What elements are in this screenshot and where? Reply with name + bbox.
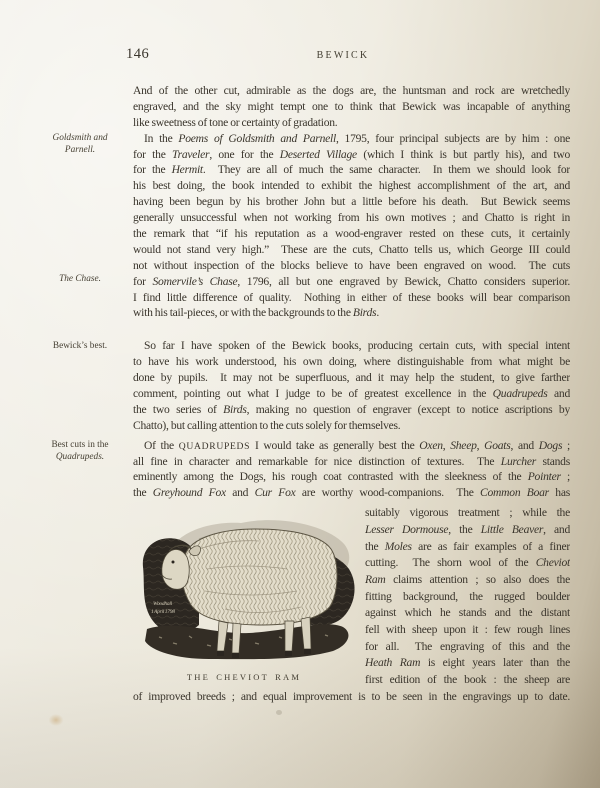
figure-caption: THE CHEVIOT RAM (186, 672, 302, 683)
text-line: for all. The engraving of this and the (365, 639, 570, 653)
margin-note-the-chase (28, 274, 132, 286)
sheep-eye (172, 561, 175, 564)
text-line: generally unsuccessful when not working from his own motives ; and Chatto is right in (133, 211, 570, 225)
text-line: for Somervile’s Chase, 1796, all but one engraved by Bewick, Chatto considers superior. (133, 274, 570, 288)
text-line: not without inspection of the blocks believe to have been engraved on wood. The cuts (133, 258, 570, 272)
wrapped-text-column (365, 505, 570, 689)
ground-shadow (145, 625, 348, 660)
text-line: Lesser Dormouse, the Little Beaver, and (365, 522, 570, 536)
paragraph-1 (133, 83, 570, 131)
text-line: So far I have spoken of the Bewick books, producing certain cuts, with special intent (144, 339, 570, 353)
text-line: Goldsmith and (52, 133, 108, 143)
engraving-inscription-line2: 1 April 1798 (151, 609, 175, 616)
paragraph-4-closing-line (133, 689, 570, 705)
text-line: Bewick’s best. (52, 341, 108, 351)
text-line: his best doing, the book intended to exhibit the highest accomplishment of the art, and (133, 179, 570, 193)
text-line: I find little difference of quality. Nothing in either of these books will bear comparison (133, 290, 570, 304)
text-line: Chatto), but calling attention to the cuts solely for themselves. (133, 418, 401, 432)
text-line: engraved, and the sky might tempt one to think that Bewick was incapable of anything (133, 99, 570, 113)
text-line: Best cuts in the (51, 440, 109, 450)
text-line: fitting background, the rugged boulder (365, 589, 570, 603)
text-line: against which he stands and the distant (365, 606, 570, 620)
paragraph-3 (133, 338, 570, 433)
text-line: having been begun by his brother John but a little before his death. But Bewick seems (133, 195, 570, 209)
text-line: And of the other cut, admirable as the dogs are, the huntsman and rock are wretchedly (133, 84, 570, 97)
margin-note-best-cuts (28, 440, 132, 464)
text-line: like sweetness of tone or certainty of gradation. (133, 115, 338, 129)
text-line: comment, pointing out what I judge to be of greatest excellence in the Quadrupeds and (133, 387, 570, 401)
text-line: suitably vigorous treatment ; while the (365, 506, 570, 520)
figure-and-wrapped-text (133, 501, 570, 689)
text-line: for the Hermit. They are all of much the same character. In them we should look for (133, 163, 570, 177)
page-number: 146 (126, 46, 150, 62)
paper-speck (276, 710, 282, 715)
paragraph-2 (133, 131, 570, 322)
margin-note-bewicks-best (28, 341, 132, 353)
text-line: of improved breeds ; and equal improvement is to be seen in the engravings up to date. (133, 689, 570, 703)
cheviot-ram-engraving (128, 509, 360, 667)
text-line: the two series of Birds, making no question of engraver (except to notice ascriptions by (133, 402, 570, 416)
sheep-body (182, 529, 337, 625)
text-line: Of the QUADRUPEDS I would take as generally best the Oxen, Sheep, Goats, and Dogs ; (144, 438, 570, 452)
margin-note-goldsmith-parnell (28, 133, 132, 157)
text-line: Quadrupeds. (55, 451, 105, 462)
text-line: first edition of the book : the sheep are (365, 673, 570, 687)
text-line: to have his work understood, his own doing, where distinguishable from what might be (133, 355, 570, 369)
sheep-head (162, 550, 189, 590)
text-line: for the Traveler, one for the Deserted Village (which I think is but partly his), and two (133, 147, 570, 161)
engraving-inscription-line1: Woodhall (153, 601, 172, 608)
text-line: cutting. The shorn wool of the Cheviot (365, 556, 570, 570)
paragraph-gap (133, 321, 570, 338)
foxing-stain (46, 712, 66, 728)
text-line: done by pupils. It may not be superfluous, and it may help the student, to give farther (133, 371, 570, 385)
text-line: the Moles are as fair examples of a finer (365, 539, 570, 553)
text-line: Parnell. (64, 144, 96, 155)
text-line: all fine in character and remarkable for nice distinction of textures. The Lurcher stands (133, 454, 570, 468)
text-line: Ram claims attention ; so also does the (365, 573, 570, 587)
text-line: The Chase. (59, 274, 101, 284)
text-line: would not stand very high.” These are the cuts, Chatto tells us, which George III could (133, 242, 570, 256)
running-head: BEWICK (316, 50, 370, 61)
text-block (133, 83, 570, 705)
text-line: fell with sheep upon it : few rough lines (365, 623, 570, 637)
text-line: the Greyhound Fox and Cur Fox are worthy wood-companions. The Common Boar has (133, 486, 570, 500)
paragraph-4-full-width (133, 438, 570, 502)
text-line: In the Poems of Goldsmith and Parnell, 1795, four principal subjects are by him : one (144, 131, 570, 145)
text-line: the remark that “if his reputation as a wood-engraver rested on these cuts, it certainly (133, 227, 570, 241)
text-line: eminently among the Dogs, his rough coat contrasted with the sleekness of the Pointer ; (133, 470, 570, 484)
figure-block (128, 509, 360, 682)
text-line: with his tail-pieces, or with the backgrounds to the Birds. (133, 306, 379, 320)
text-line: Heath Ram is eight years later than the (365, 656, 570, 670)
